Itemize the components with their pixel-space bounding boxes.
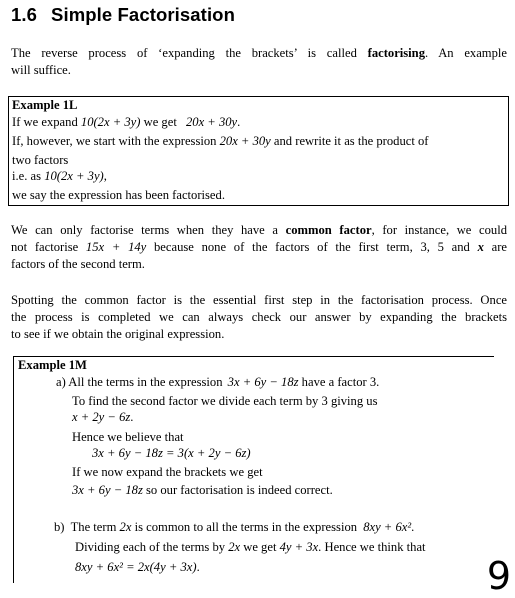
text: . Hence we think that bbox=[318, 540, 426, 554]
example-1m-part-b-line-3 bbox=[75, 560, 200, 575]
text: If we expand bbox=[12, 115, 81, 129]
example-1l-line-2 bbox=[12, 134, 428, 149]
math-expression: 15x + 14y bbox=[85, 240, 147, 254]
example-1l-box bbox=[8, 96, 509, 206]
example-1m-box bbox=[13, 356, 494, 583]
text: we get bbox=[240, 540, 280, 554]
math-expression: 4y + 3x bbox=[279, 540, 319, 554]
example-1l-heading: Example 1L bbox=[12, 98, 78, 112]
section-title-text: Simple Factorisation bbox=[51, 4, 235, 25]
example-1l-line-3: two factors bbox=[12, 153, 69, 167]
section-number: 1.6 bbox=[11, 4, 38, 25]
common-line-2 bbox=[11, 239, 507, 256]
text: so our factorisation is indeed correct. bbox=[142, 483, 333, 497]
part-a-label: a) bbox=[56, 375, 66, 389]
intro-line-2: will suffice. bbox=[11, 63, 71, 77]
text: is common to all the terms in the expression bbox=[131, 520, 361, 534]
text: have a factor 3. bbox=[298, 375, 380, 389]
math-expression: 10(2x + 3y) bbox=[80, 115, 141, 129]
example-1l-line-5: we say the expression has been factorised. bbox=[12, 188, 225, 202]
math-expression: 10(2x + 3y) bbox=[44, 169, 104, 183]
text: not factorise bbox=[11, 240, 86, 254]
part-b-label: b) bbox=[54, 520, 65, 534]
common-factor-paragraph bbox=[11, 222, 507, 273]
math-expression: 3x + 6y − 18z = 3(x + 2y − 6z) bbox=[92, 446, 251, 460]
term-common-factor: common factor bbox=[285, 223, 372, 237]
text: . bbox=[411, 520, 415, 534]
text: We can only factorise terms when they have a bbox=[11, 223, 286, 237]
example-1m-heading: Example 1M bbox=[18, 358, 87, 372]
section-title bbox=[11, 4, 235, 26]
example-1m-part-a-line-4: Hence we believe that bbox=[72, 430, 184, 444]
spotting-line-3: to see if we obtain the original expression. bbox=[11, 327, 225, 341]
spotting-line-2: the process is completed we can always check our answer by expanding the brackets bbox=[11, 310, 507, 324]
math-expression: 3x + 6y − 18z bbox=[227, 375, 299, 389]
text: If, however, we start with the expression bbox=[12, 134, 220, 148]
page-number: 9 bbox=[486, 554, 511, 598]
math-expression: 20x + 30y bbox=[185, 115, 238, 129]
intro-paragraph bbox=[11, 45, 507, 79]
text: All the terms in the expression bbox=[68, 375, 226, 389]
spotting-paragraph bbox=[11, 292, 507, 343]
text: and rewrite it as the product of bbox=[270, 134, 429, 148]
text: i.e. as bbox=[12, 169, 45, 183]
text: , bbox=[103, 169, 107, 183]
common-line-3: factors of the second term. bbox=[11, 257, 145, 271]
example-1m-part-b-line-2 bbox=[75, 540, 426, 555]
intro-line-1 bbox=[11, 45, 507, 62]
text: , for instance, we could bbox=[371, 223, 508, 237]
text: we get bbox=[140, 115, 180, 129]
math-expression: 8xy + 6x² bbox=[363, 520, 412, 534]
example-1m-part-a-line-2: To find the second factor we divide each term by 3 giving us bbox=[72, 394, 378, 408]
math-expression: 2x bbox=[119, 520, 132, 534]
common-line-1 bbox=[11, 222, 507, 239]
math-expression: 2x bbox=[228, 540, 241, 554]
example-1m-part-a-line-6: If we now expand the brackets we get bbox=[72, 465, 263, 479]
example-1m-part-b-line-1 bbox=[54, 520, 414, 535]
intro-text-end: . An example bbox=[425, 46, 507, 60]
example-1m-part-a-line-7 bbox=[72, 483, 333, 498]
example-1m-part-a-line-5 bbox=[92, 446, 251, 461]
spotting-line-1: Spotting the common factor is the essential first step in the factorisation process. Once bbox=[11, 293, 507, 307]
math-expression: 8xy + 6x² = 2x(4y + 3x) bbox=[75, 560, 197, 574]
math-expression: 3x + 6y − 18z bbox=[72, 483, 143, 497]
text: . bbox=[196, 560, 200, 574]
intro-text: The reverse process of ‘expanding the brackets’ is called bbox=[11, 46, 368, 60]
text: are bbox=[483, 240, 507, 254]
math-expression: x + 2y − 6z bbox=[72, 410, 131, 424]
example-1m-part-a-line-1 bbox=[56, 375, 379, 390]
text: Dividing each of the terms by bbox=[75, 540, 229, 554]
text: . bbox=[237, 115, 241, 129]
example-1l-line-1 bbox=[12, 115, 240, 130]
math-expression: 20x + 30y bbox=[219, 134, 271, 148]
example-1m-part-a-line-3 bbox=[72, 410, 133, 425]
term-factorising: factorising bbox=[367, 46, 425, 60]
example-1l-line-4 bbox=[12, 169, 107, 184]
text: . bbox=[130, 410, 134, 424]
variable-x: x bbox=[477, 240, 484, 254]
text: because none of the factors of the first term, 3, 5 and bbox=[146, 240, 478, 254]
text: The term bbox=[70, 520, 120, 534]
